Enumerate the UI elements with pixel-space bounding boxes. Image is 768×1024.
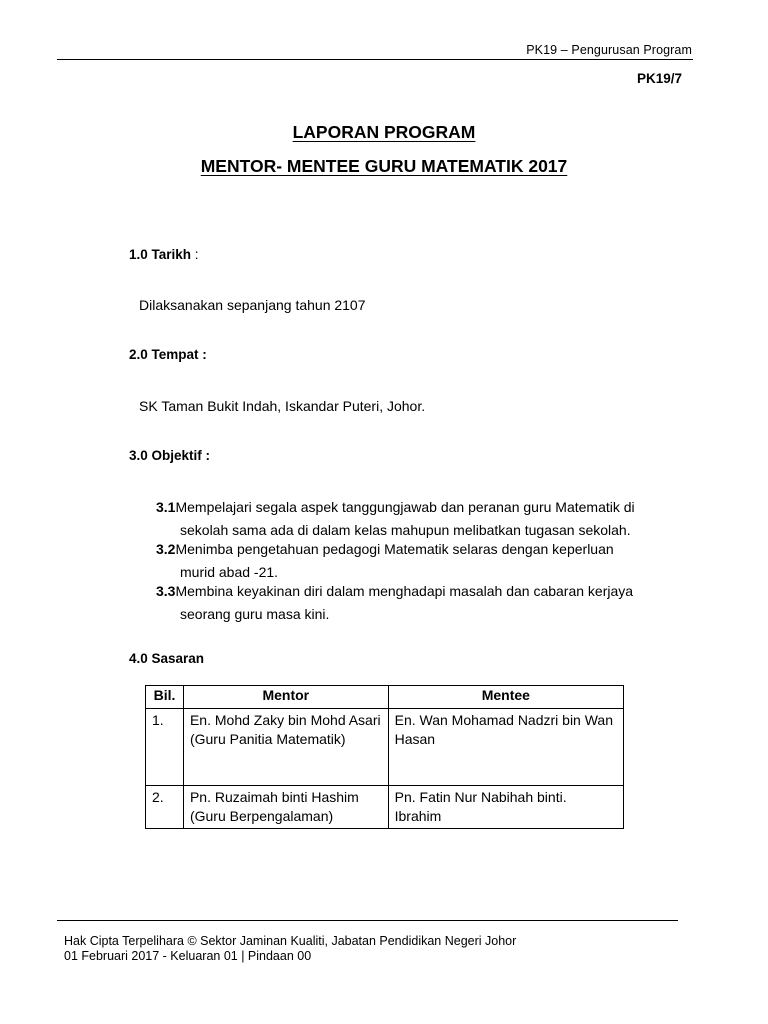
- section-date-label: 1.0 Tarikh: [129, 247, 192, 262]
- cell-mentor: En. Mohd Zaky bin Mohd Asari (Guru Panitia Matematik): [183, 709, 388, 786]
- objective-text-line1: Membina keyakinan diri dalam menghadapi masalah dan cabaran kerjaya: [175, 583, 634, 599]
- footer-version: 01 Februari 2017 - Keluaran 01 | Pindaan 00: [64, 949, 312, 963]
- footer-divider: [57, 920, 678, 921]
- objective-item: [156, 538, 696, 584]
- table-row: [146, 709, 624, 786]
- objective-text-line2: sekolah sama ada di dalam kelas mahupun melibatkan tugasan sekolah.: [180, 522, 631, 538]
- cell-mentee: En. Wan Mohamad Nadzri bin Wan Hasan: [388, 709, 623, 786]
- section-target-heading: 4.0 Sasaran: [129, 651, 205, 666]
- report-title: LAPORAN PROGRAM: [292, 122, 476, 142]
- report-subtitle: MENTOR- MENTEE GURU MATEMATIK 2017: [200, 156, 568, 176]
- section-date-heading: [129, 247, 199, 262]
- objective-number: 3.1: [156, 499, 176, 515]
- objective-item: [156, 580, 696, 626]
- table-row: [146, 786, 624, 829]
- objective-number: 3.3: [156, 583, 176, 599]
- cell-mentor: Pn. Ruzaimah binti Hashim (Guru Berpengalaman): [183, 786, 388, 829]
- cell-bil: 2.: [146, 786, 184, 829]
- column-header-bil: Bil.: [146, 686, 184, 709]
- cell-bil: 1.: [146, 709, 184, 786]
- section-venue-body: SK Taman Bukit Indah, Iskandar Puteri, Johor.: [139, 398, 426, 414]
- footer-copyright: Hak Cipta Terpelihara © Sektor Jaminan Kualiti, Jabatan Pendidikan Negeri Johor: [64, 934, 517, 948]
- column-header-mentor: Mentor: [183, 686, 388, 709]
- section-objective-heading: 3.0 Objektif :: [129, 448, 211, 463]
- objective-text-line1: Menimba pengetahuan pedagogi Matematik selaras dengan keperluan: [175, 541, 614, 557]
- objective-number: 3.2: [156, 541, 176, 557]
- objective-text-line1: Mempelajari segala aspek tanggungjawab dan peranan guru Matematik di: [175, 499, 635, 515]
- header-program-label: PK19 – Pengurusan Program: [526, 43, 692, 57]
- table-header-row: [146, 686, 624, 709]
- objective-item: [156, 496, 696, 542]
- section-date-colon: :: [191, 247, 199, 262]
- header-divider: [57, 59, 693, 60]
- document-code: PK19/7: [636, 71, 682, 86]
- objective-text-line2: murid abad -21.: [180, 564, 279, 580]
- cell-mentee: Pn. Fatin Nur Nabihah binti. Ibrahim: [388, 786, 623, 829]
- objective-text-line2: seorang guru masa kini.: [180, 606, 330, 622]
- section-venue-heading: 2.0 Tempat :: [129, 347, 207, 362]
- column-header-mentee: Mentee: [388, 686, 623, 709]
- section-date-body: Dilaksanakan sepanjang tahun 2107: [139, 297, 366, 313]
- target-table: [145, 685, 624, 829]
